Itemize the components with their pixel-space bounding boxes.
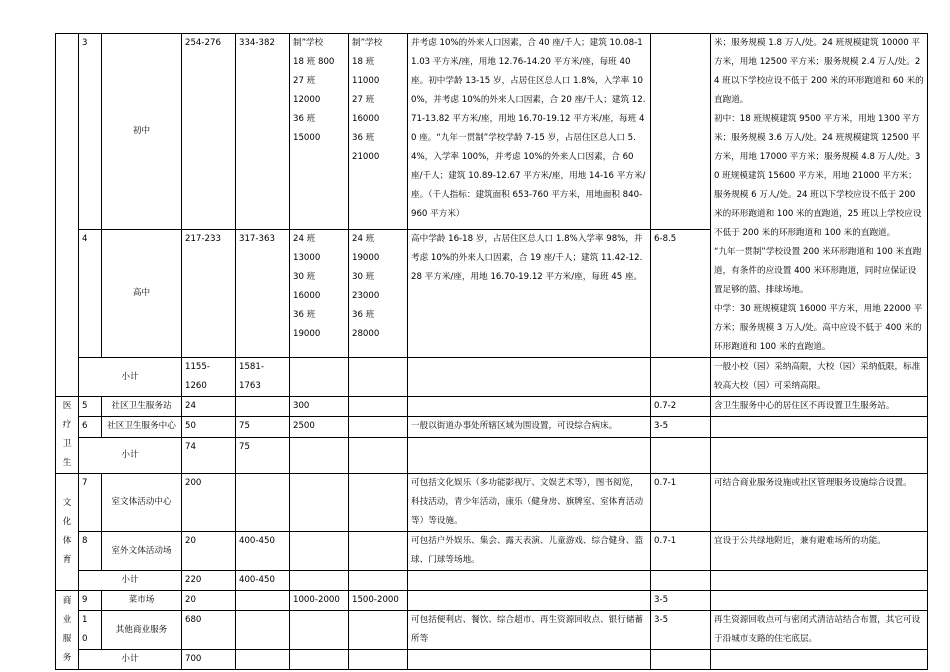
radius-value: 0.7-1: [651, 532, 711, 571]
table-row: [56, 650, 928, 670]
radius-value: 6-8.5: [651, 229, 711, 357]
area-value: 220: [182, 571, 236, 591]
area-value: 24: [182, 397, 236, 417]
radius-value: 3-5: [651, 591, 711, 611]
facility-name: 高中: [102, 229, 182, 357]
table-row: [56, 417, 928, 437]
facility-table: [55, 33, 928, 670]
area-value: 317-363: [236, 229, 290, 357]
area-value: 75: [236, 417, 290, 437]
description-cell: 高中学龄 16-18 岁，占居住区总人口 1.8%入学率 98%，并考虑 10%的外来人口因素，合 19 座/千人；建筑 11.42-12.28 平方米/座，用地 16.70-19.12 平方米/座，每班 45 座。: [408, 229, 651, 357]
notes-cell: 含卫生服务中心的居住区不再设置卫生服务站。: [711, 397, 928, 417]
scale-value: [349, 474, 408, 532]
facility-name: 社区卫生服务中心: [102, 417, 182, 437]
scale-value: [290, 532, 349, 571]
notes-cell: 米；服务规模 1.8 万人/处。24 班规模建筑 10000 平方米，用地 12500 平方米；服务规模 2.4 万人/处。24 班以下学校应设不低于 200 米的环形跑道和 60 米的直跑道。 初中：18 班规模建筑 9500 平方米，用地 1300 平方米；服务规模 3.6 万人/处。24 班规模建筑 12500 平方米，用地 17000 平方米；服务规模 4.8 万人/处。30 班规模建筑 15600 平方米，用地 21000 平方米；服务规模 6 万人/处。24 班以下学校应设不低于 200 米的环形跑道和 100 米的直跑道，25 班以上学校应设不低于 200 米的环形跑道和 100 米的直跑道。 “九年一贯制”学校设置 200 米环形跑道和 100 米直跑道，有条件的应设置 400 米环形跑道，同时应保证设置足够的篮、排球场地。 中学：30 班规模建筑 16000 平方米，用地 22000 平方米；服务规模 3 万人/处。高中应设不低于 400 米的环形跑道和 100 米的直跑道。: [711, 34, 928, 358]
row-number: 7: [79, 474, 102, 532]
table-row: [56, 358, 928, 397]
area-value: 217-233: [182, 229, 236, 357]
subtotal-label: 小计: [79, 650, 182, 670]
scale-value: 1000-2000: [290, 591, 349, 611]
scale-value: [349, 397, 408, 417]
area-value: 74: [182, 437, 236, 474]
row-number: 6: [79, 417, 102, 437]
area-value: 680: [182, 611, 236, 650]
facility-name: 菜市场: [102, 591, 182, 611]
facility-name: 室外文体活动场: [102, 532, 182, 571]
notes-cell: 可结合商业服务设施或社区管理服务设施综合设置。: [711, 474, 928, 532]
area-value: [236, 591, 290, 611]
category-commerce: 商 业 服 务: [56, 591, 79, 670]
table-row: [56, 611, 928, 650]
category-cell: [56, 34, 79, 397]
radius-value: [651, 34, 711, 230]
description-cell: 可包括便利店、餐饮、综合超市、再生资源回收点、银行储蓄所等: [408, 611, 651, 650]
scale-value: 制”学校 18 班 11000 27 班 16000 36 班 21000: [349, 34, 408, 230]
radius-value: 3-5: [651, 417, 711, 437]
area-value: 20: [182, 532, 236, 571]
scale-value: [349, 532, 408, 571]
scale-value: [349, 611, 408, 650]
description-cell: 并考虑 10%的外来人口因素，合 40 座/千人；建筑 10.08-11.03 平方米/座，用地 12.76-14.20 平方米/座，每班 40 座。初中学龄 13-15 岁，占居住区总人口 1.8%，入学率 100%，并考虑 10%的外来人口因素，合 20 座/千人；建筑 12.71-13.82 平方米/座，用地 16.70-19.12 平方米/座，每班 40 座。“九年一贯制”学校学龄 7-15 岁，占居住区总人口 5.4%，入学率 100%，并考虑 10%的外来人口因素，合 60 座/千人；建筑 10.89-12.67 平方米/座，用地 14-16 平方米/座。（千人指标：建筑面积 653-760 平方米，用地面积 840-960 平方米）: [408, 34, 651, 230]
facility-name: 初中: [102, 34, 182, 230]
area-value: 75: [236, 437, 290, 474]
scale-value: 300: [290, 397, 349, 417]
table-row: [56, 34, 928, 230]
description-cell: [408, 591, 651, 611]
scale-value: 1500-2000: [349, 591, 408, 611]
area-value: 700: [182, 650, 236, 670]
category-medical: 医 疗 卫 生: [56, 397, 79, 474]
area-value: [236, 474, 290, 532]
scale-value: [349, 417, 408, 437]
table-row: [56, 437, 928, 474]
area-value: 254-276: [182, 34, 236, 230]
row-number: 3: [79, 34, 102, 230]
description-cell: 一般以街道办事处所辖区域为围设置，可设综合病床。: [408, 417, 651, 437]
table-row: [56, 474, 928, 532]
table-row: [56, 532, 928, 571]
area-value: [236, 611, 290, 650]
facility-name: 社区卫生服务站: [102, 397, 182, 417]
area-value: [236, 650, 290, 670]
subtotal-label: 小计: [79, 437, 182, 474]
row-number: 9: [79, 591, 102, 611]
notes-cell: [711, 591, 928, 611]
subtotal-label: 小计: [79, 571, 182, 591]
table-row: [56, 397, 928, 417]
row-number: 5: [79, 397, 102, 417]
area-value: 1581- 1763: [236, 358, 290, 397]
area-value: 400-450: [236, 571, 290, 591]
area-value: 200: [182, 474, 236, 532]
scale-value: 制”学校 18 班 800 27 班 12000 36 班 15000: [290, 34, 349, 230]
description-cell: 可包括户外娱乐、集会、露天表演、儿童游戏、综合健身、篮球、门球等场地。: [408, 532, 651, 571]
radius-value: 0.7-1: [651, 474, 711, 532]
row-number: 4: [79, 229, 102, 357]
area-value: 1155- 1260: [182, 358, 236, 397]
notes-cell: 一般小校（园）采纳高限，大校（园）采纳低限，标准较高大校（园）可采纳高限。: [711, 358, 928, 397]
scale-value: 24 班 13000 30 班 16000 36 班 19000: [290, 229, 349, 357]
radius-value: 0.7-2: [651, 397, 711, 417]
category-culture: 文 化 体 育: [56, 474, 79, 591]
table-row: [56, 571, 928, 591]
scale-value: [290, 611, 349, 650]
row-number: 1 0: [79, 611, 102, 650]
scale-value: 24 班 19000 30 班 23000 36 班 28000: [349, 229, 408, 357]
subtotal-label: 小计: [79, 358, 182, 397]
facility-name: 其他商业服务: [102, 611, 182, 650]
area-value: 334-382: [236, 34, 290, 230]
description-cell: 可包括文化娱乐（多功能影视厅、文娱艺术等），图书阅览，科技活动，青少年活动，康乐（健身房、旗牌室、室体育活动等）等设施。: [408, 474, 651, 532]
notes-cell: 宜设于公共绿地附近，兼有避难场所的功能。: [711, 532, 928, 571]
description-cell: [408, 397, 651, 417]
area-value: 400-450: [236, 532, 290, 571]
table-row: [56, 591, 928, 611]
scale-value: 2500: [290, 417, 349, 437]
area-value: [236, 397, 290, 417]
row-number: 8: [79, 532, 102, 571]
area-value: 50: [182, 417, 236, 437]
area-value: 20: [182, 591, 236, 611]
scale-value: [290, 474, 349, 532]
radius-value: 3-5: [651, 611, 711, 650]
notes-cell: 再生资源回收点可与密闭式清洁站结合布置，其它可设于沿城市支路的住宅底层。: [711, 611, 928, 650]
facility-name: 室文体活动中心: [102, 474, 182, 532]
notes-cell: [711, 417, 928, 437]
